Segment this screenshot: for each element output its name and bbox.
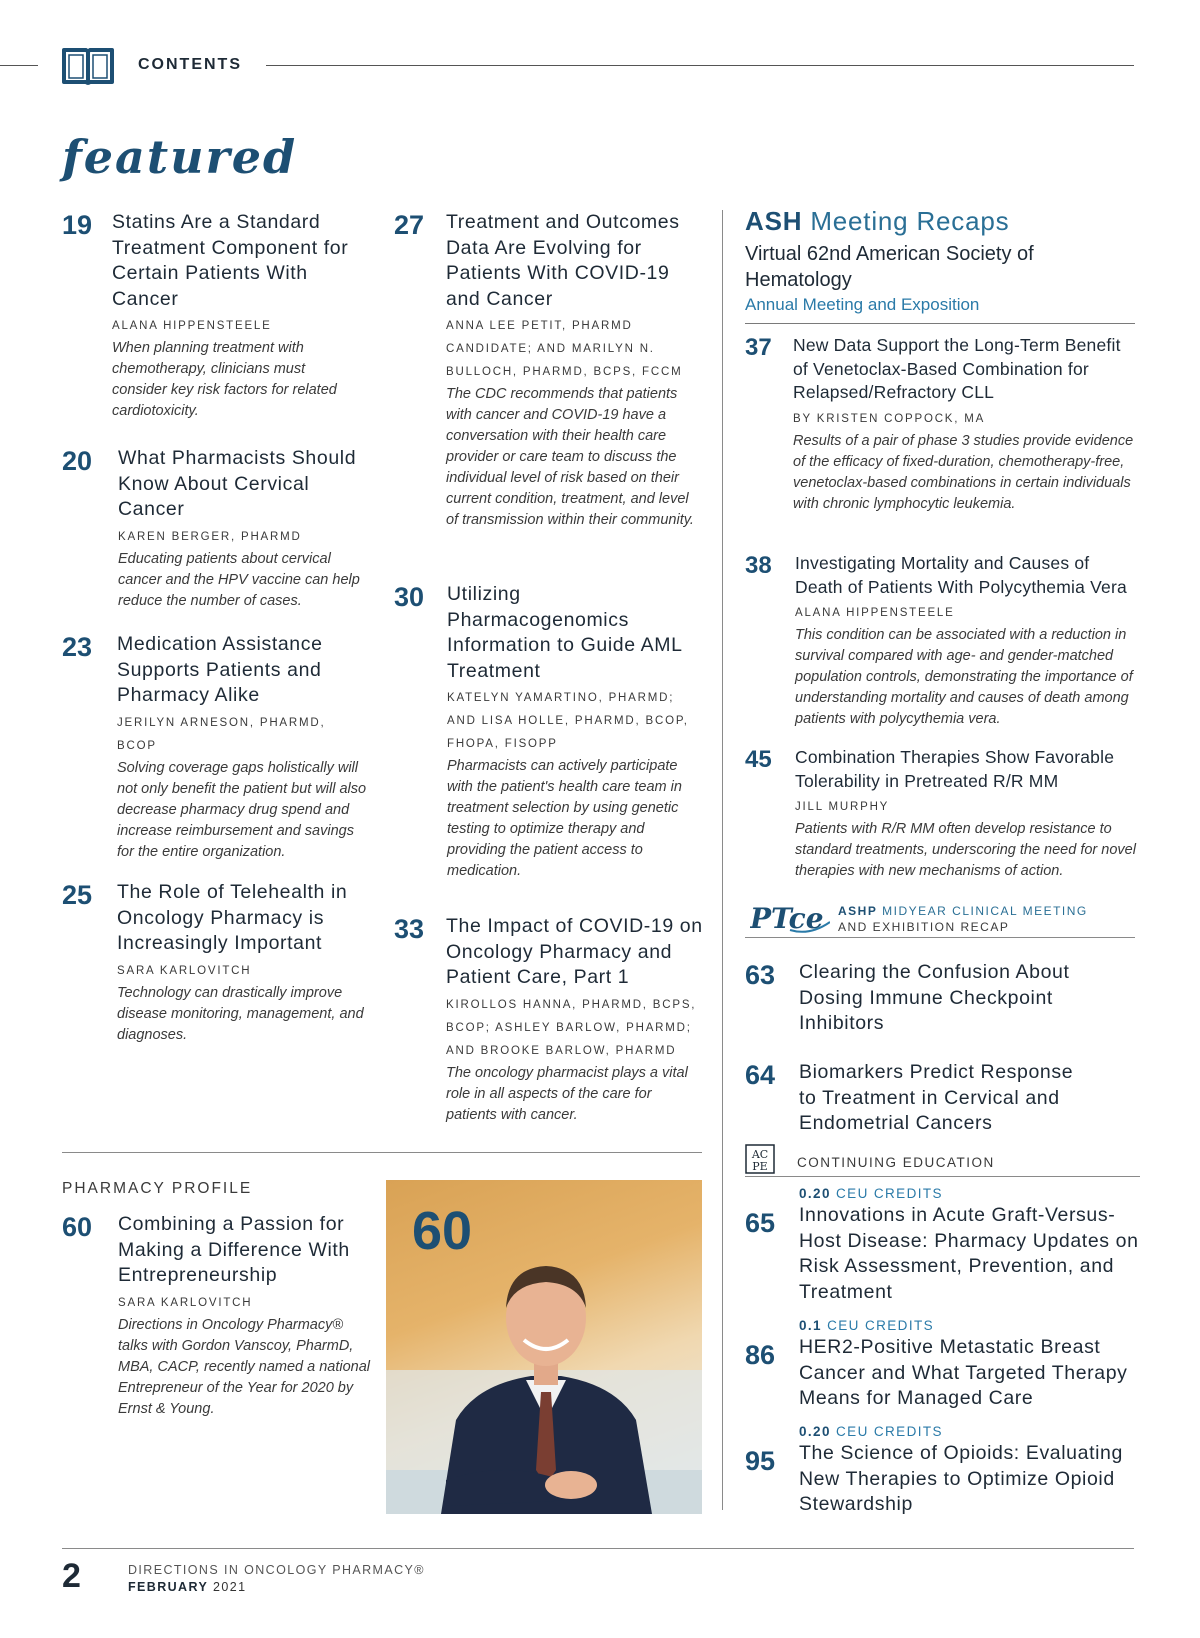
entry-author: SARA KARLOVITCH <box>118 1296 253 1309</box>
ash-subtitle: Virtual 62nd American Society of Hematology <box>745 243 1034 291</box>
column-divider <box>722 210 723 1510</box>
header-rule-left <box>0 65 38 66</box>
ptce-section-header <box>748 898 1138 938</box>
contents-label: CONTENTS <box>138 56 242 73</box>
issue-date: FEBRUARY 2021 <box>128 1580 247 1594</box>
entry-page-number: 27 <box>394 210 425 240</box>
ceu-credits: 0.20 CEU CREDITS <box>799 1186 943 1201</box>
entry-page-number: 95 <box>745 1446 776 1476</box>
ash-section-header <box>745 206 1135 317</box>
entry-title: Innovations in Acute Graft-Versus-Host Disease: Pharmacy Updates on Risk Assessment, Prevention, and Treatment <box>799 1204 1139 1303</box>
entry-description: Technology can drastically improve disease monitoring, management, and diagnoses. <box>117 984 364 1043</box>
pharmacy-profile-label: PHARMACY PROFILE <box>62 1180 253 1197</box>
acpe-logo <box>745 1144 775 1174</box>
svg-text:PTce: PTce <box>750 902 824 935</box>
entry-title: HER2-Positive Metastatic Breast Cancer and What Targeted Therapy Means for Managed Care <box>799 1336 1128 1409</box>
entry-description: When planning treatment with chemotherapy, clinicians must consider key risk factors for related cardiotoxicity. <box>112 340 337 419</box>
header-rule-right <box>266 65 1134 66</box>
entry-description: The oncology pharmacist plays a vital role in all aspects of the care for patients with cancer. <box>446 1064 688 1123</box>
entry-page-number: 64 <box>745 1060 776 1090</box>
entry-author: ALANA HIPPENSTEELE <box>795 607 955 619</box>
entry-author: ANNA LEE PETIT, PHARMD CANDIDATE; AND MARILYN N. BULLOCH, PHARMD, BCPS, FCCM <box>446 320 683 378</box>
entry-author: KATELYN YAMARTINO, PHARMD; AND LISA HOLLE, PHARMD, BCOP, FHOPA, FISOPP <box>447 692 689 750</box>
entry-page-number: 30 <box>394 582 425 612</box>
profile-rule <box>62 1152 702 1153</box>
entry-page-number: 86 <box>745 1340 776 1370</box>
entry-title: Clearing the Confusion About Dosing Immune Checkpoint Inhibitors <box>799 961 1070 1034</box>
entry-author: JILL MURPHY <box>795 801 890 813</box>
entry-title: Utilizing Pharmacogenomics Information to Guide AML Treatment <box>447 583 682 682</box>
ash-rule <box>745 323 1135 324</box>
ptce-line1: ASHP MIDYEAR CLINICAL MEETING <box>838 904 1088 918</box>
page-number: 2 <box>62 1557 81 1595</box>
footer-rule <box>62 1548 1134 1549</box>
photo-page-number: 60 <box>412 1201 473 1261</box>
ash-title: ASH Meeting Recaps <box>745 206 1010 236</box>
entry-page-number: 23 <box>62 632 93 662</box>
publication-name: DIRECTIONS IN ONCOLOGY PHARMACY® <box>128 1563 425 1577</box>
entry-title: The Impact of COVID-19 on Oncology Pharmacy and Patient Care, Part 1 <box>446 915 703 988</box>
entry-description: Educating patients about cervical cancer and the HPV vaccine can help reduce the number of cases. <box>118 550 360 609</box>
entry-author: ALANA HIPPENSTEELE <box>112 320 272 332</box>
entry-page-number: 20 <box>62 446 93 476</box>
entry-page-number: 65 <box>745 1208 776 1238</box>
entry-page-number: 45 <box>745 746 772 773</box>
ce-label: CONTINUING EDUCATION <box>797 1155 995 1170</box>
entry-description: Directions in Oncology Pharmacy® talks with Gordon Vanscoy, PharmD, MBA, CACP, recently named a national Entrepreneur of the Year for 2020 by Ernst & Young. <box>118 1316 371 1417</box>
entry-page-number: 60 <box>62 1212 93 1242</box>
entry-title: New Data Support the Long-Term Benefit of Venetoclax-Based Combination for Relapsed/Refractory CLL <box>793 335 1121 402</box>
entry-description: Results of a pair of phase 3 studies provide evidence of the efficacy of fixed-duration, chemotherapy-free, venetoclax-based combinations in certain individuals with chronic lymphocytic leukemia. <box>793 432 1134 512</box>
entry-title: Combining a Passion for Making a Difference With Entrepreneurship <box>118 1213 350 1286</box>
contents-header <box>0 38 1200 94</box>
ce-section-header <box>745 1144 1140 1180</box>
entry-page-number: 37 <box>745 334 772 361</box>
profile-photo <box>386 1180 702 1514</box>
entry-page-number: 63 <box>745 960 776 990</box>
entry-author: JERILYN ARNESON, PHARMD, BCOP <box>117 716 326 752</box>
featured-heading: featured <box>62 130 298 184</box>
entry-title: The Role of Telehealth in Oncology Pharmacy is Increasingly Important <box>117 881 348 954</box>
entry-title: Combination Therapies Show Favorable Tolerability in Pretreated R/R MM <box>795 747 1115 791</box>
ptce-rule <box>745 937 1135 938</box>
entry-page-number: 38 <box>745 552 772 579</box>
entry-title: The Science of Opioids: Evaluating New Therapies to Optimize Opioid Stewardship <box>799 1442 1123 1515</box>
ptce-logo <box>750 900 830 936</box>
entry-author: BY KRISTEN COPPOCK, MA <box>793 412 986 425</box>
entry-title: What Pharmacists Should Know About Cervical Cancer <box>118 447 357 520</box>
entry-title: Medication Assistance Supports Patients and Pharmacy Alike <box>117 633 323 706</box>
entry-title: Investigating Mortality and Causes of Death of Patients With Polycythemia Vera <box>795 553 1127 597</box>
entry-page-number: 19 <box>62 210 93 240</box>
ceu-credits: 0.1 CEU CREDITS <box>799 1318 935 1333</box>
entry-title: Treatment and Outcomes Data Are Evolving for Patients With COVID-19 and Cancer <box>446 211 680 310</box>
ash-subtitle-meeting: Annual Meeting and Exposition <box>745 295 980 314</box>
entry-description: Solving coverage gaps holistically will not only benefit the patient but will also decrease pharmacy drug spend and increase reimbursement and savings for the entire organization. <box>117 759 367 860</box>
entry-title: Biomarkers Predict Response to Treatment in Cervical and Endometrial Cancers <box>799 1061 1074 1134</box>
entry-description: This condition can be associated with a reduction in survival compared with age- and gender-matched population controls, demonstrating the importance of understanding mortality and causes of death among patients with polycythemia vera. <box>795 627 1133 727</box>
entry-title: Statins Are a Standard Treatment Component for Certain Patients With Cancer <box>112 211 349 310</box>
entry-description: The CDC recommends that patients with cancer and COVID-19 have a conversation with their health care provider or care team to discuss the individual level of risk based on their current condition, treatment, and level of transmission within their community. <box>446 386 694 528</box>
entry-page-number: 25 <box>62 880 93 910</box>
entry-page-number: 33 <box>394 914 425 944</box>
entry-author: KAREN BERGER, PHARMD <box>118 530 302 543</box>
entry-author: SARA KARLOVITCH <box>117 964 252 977</box>
open-book-icon <box>60 44 116 88</box>
entry-description: Pharmacists can actively participate with the patient's health care team in treatment selection by using genetic testing to optimize therapy and providing the patient access to medication. <box>447 758 682 879</box>
ce-rule <box>745 1176 1140 1177</box>
svg-text:PE: PE <box>752 1160 768 1173</box>
entry-author: KIROLLOS HANNA, PHARMD, BCPS, BCOP; ASHLEY BARLOW, PHARMD; AND BROOKE BARLOW, PHARMD <box>446 998 697 1057</box>
ceu-credits: 0.20 CEU CREDITS <box>799 1424 943 1439</box>
svg-text:AC: AC <box>751 1148 769 1161</box>
ptce-line2: AND EXHIBITION RECAP <box>838 920 1010 934</box>
entry-description: Patients with R/R MM often develop resistance to standard treatments, underscoring the need for novel therapies with new mechanisms of action. <box>795 821 1136 879</box>
